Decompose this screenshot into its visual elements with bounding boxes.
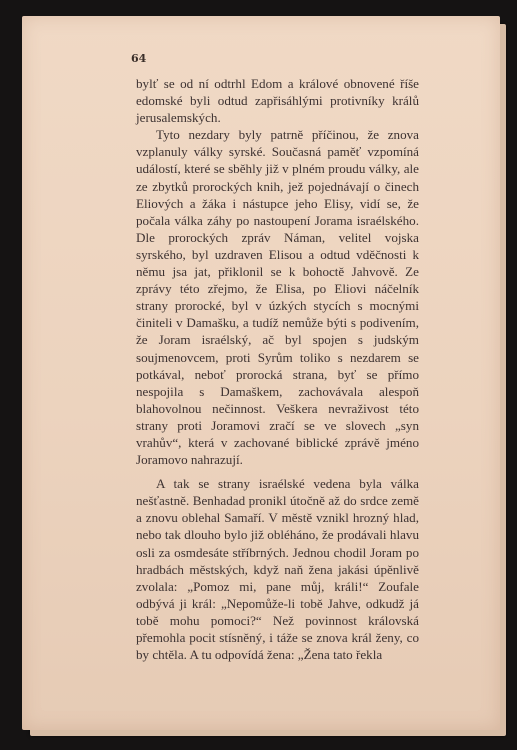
paragraph-2: Tyto nezdary byly patrně příčinou, že znova vzplanuly války syrské. Současná paměť vzpomíná událostí, které se sběhly již v plném proudu války, ale ze zbytků prorockých knih, jež pojednávají o činech Eliových a žáka i nástupce jeho Elisy, vidí se, že počala válka záhy po nastoupení Jorama israélského. Dle prorockých zpráv Náman, velitel vojska syrského, byl uzdraven Elisou a odtud vděčnosti k němu jsa jat, přiklonil se k bohoctě Jahvově. Ze zprávy této zřejmo, že Elisa, po Eliovi náčelník strany prorocké, byl v úzkých stycích s mocnými činiteli v Damašku, a tudíž nemůže býti s podivením, že Joram israélský, ač byl spojen s judským soujmenovcem, proti Syrům toliko s nezdarem se potkával, neboť prorocká strana, byť se přímo nespojila s Damaškem, zachovávala alespoň blahovolnou nečinnost. Veškera nevraživost této strany proti Joramovi zračí se ve slovech „syn vrahův“, která v zachované biblické zprávě jméno Joramovo nahrazují. <box>136 127 419 468</box>
page-number: 64 <box>131 52 147 65</box>
paragraph-gap <box>136 468 419 475</box>
paragraph-3: A tak se strany israélské vedena byla válka nešťastně. Benhadad pronikl útočně až do srdce země a znovu oblehal Samaří. V městě vznikl hrozný hlad, nebo tak dlouho bylo již obléháno, že prodávali hlavu osli za osmdesáte stříbrných. Jednou chodil Joram po hradbách městských, když naň žena jakási úpěnlivě zvolala: „Pomoz mi, pane můj, králi!“ Zoufale odbývá ji král: „Nepomůže-li tobě Jahve, odkudž já tobě mohu pomoci?“ Než povinnost královská přemohla pocit stísněný, i táže se znova král ženy, co by chtěla. A tu odpovídá žena: „Žena tato řekla <box>136 476 419 663</box>
body-text <box>136 75 419 663</box>
book-page <box>22 16 500 730</box>
paragraph-1: bylť se od ní odtrhl Edom a králové obnovené říše edomské byli odtud zapřisáhlými protivníky králů jerusalemských. <box>136 76 419 126</box>
